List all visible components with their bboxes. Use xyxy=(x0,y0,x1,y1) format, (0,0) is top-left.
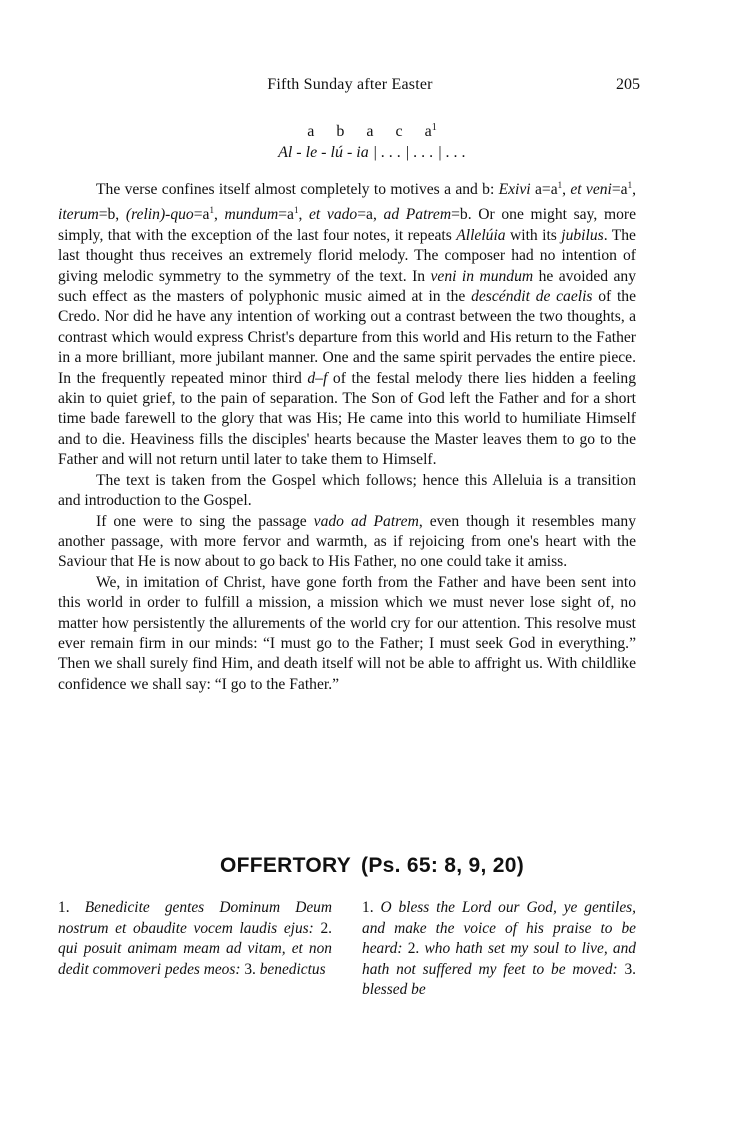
motive-letter: $a^1$ xyxy=(424,122,437,140)
motive-letter: a xyxy=(307,123,315,140)
running-title: Fifth Sunday after Easter xyxy=(267,76,433,93)
paragraph: The verse confines itself almost completely to motives a and b: Exivi $a=a^1$, et $veni=a^1$, iterum=b, $(relin)-quo=a^1$, $mundum=a^1$, et vado=a, ad Patrem=b. Or one might say, more simply, that with the exception of the last four notes, it repeats Allelúia with its jubilus. The last thought thus receives an extremely florid melody. The composer had no intention of giving melodic symmetry to the symmetry of the text. In veni in mundum he avoided any such effect as the masters of polyphonic music aimed at in the descéndit de caelis of the Credo. Nor did he have any intention of working out a contrast between the two thoughts, a contrast which would express Christ's departure from this world and His return to the Father in a more brilliant, more jubilant manner. One and the same spirit pervades the entire piece. In the frequently repeated minor third d–f of the festal melody there lies hidden a feeling akin to quiet grief, to the pain of separation. The Son of God left the Father and for a short time bade farewell to the glory that was His; He came into this world to humiliate Himself and to die. Heaviness fills the disciples' hearts because the Master leaves them to go to the Father and will not return until later to take them to Himself. xyxy=(58,180,637,469)
motive-letters xyxy=(0,118,744,142)
motive-letter: a xyxy=(366,123,374,140)
running-header xyxy=(60,76,640,100)
paragraph: If one were to sing the passage vado ad Patrem, even though it resembles many another passage, with more fervor and warmth, as if rejoicing from one's heart with the Saviour that He is now about to go back to His Father, no one could take it amiss. xyxy=(58,512,637,571)
english-column: 1. O bless the Lord our God, ye gentiles, and make the voice of his praise to be heard: 2. who hath set my soul to live, and hath not suffered my feet to be moved: 3. blessed be xyxy=(362,899,636,999)
page-number: 205 xyxy=(616,76,640,93)
offertory-title: OFFERTORY xyxy=(219,854,352,877)
paragraph: We, in imitation of Christ, have gone forth from the Father and have been sent into this world in order to fulfill a mission, a mission which we must never lose sight of, no matter how persistently the allurements of the world cry for our attention. This resolve must ever remain firm in our minds: “I must go to the Father; I must seek God in everything.” Then we shall surely find Him, and death itself will not be able to affright us. With childlike confidence we shall say: “I go to the Father.” xyxy=(58,573,636,693)
body-text xyxy=(58,175,636,695)
paragraph: The text is taken from the Gospel which follows; hence this Alleluia is a transition and introduction to the Gospel. xyxy=(58,471,636,510)
latin-column: 1. Benedicite gentes Dominum Deum nostrum et obaudite vocem laudis ejus: 2. qui posuit animam meam ad vitam, et non dedit commoveri pedes meos: 3. benedictus xyxy=(58,899,332,978)
motive-letter: b xyxy=(336,123,345,140)
alleluia-syllables: Al - le - lú - ia | . . . | . . . | . . . xyxy=(278,144,466,161)
motive-letter: c xyxy=(395,123,403,140)
section-heading xyxy=(0,854,744,878)
chant-motive-scheme xyxy=(0,118,744,164)
psalm-reference: (Ps. 65: 8, 9, 20) xyxy=(361,854,525,877)
